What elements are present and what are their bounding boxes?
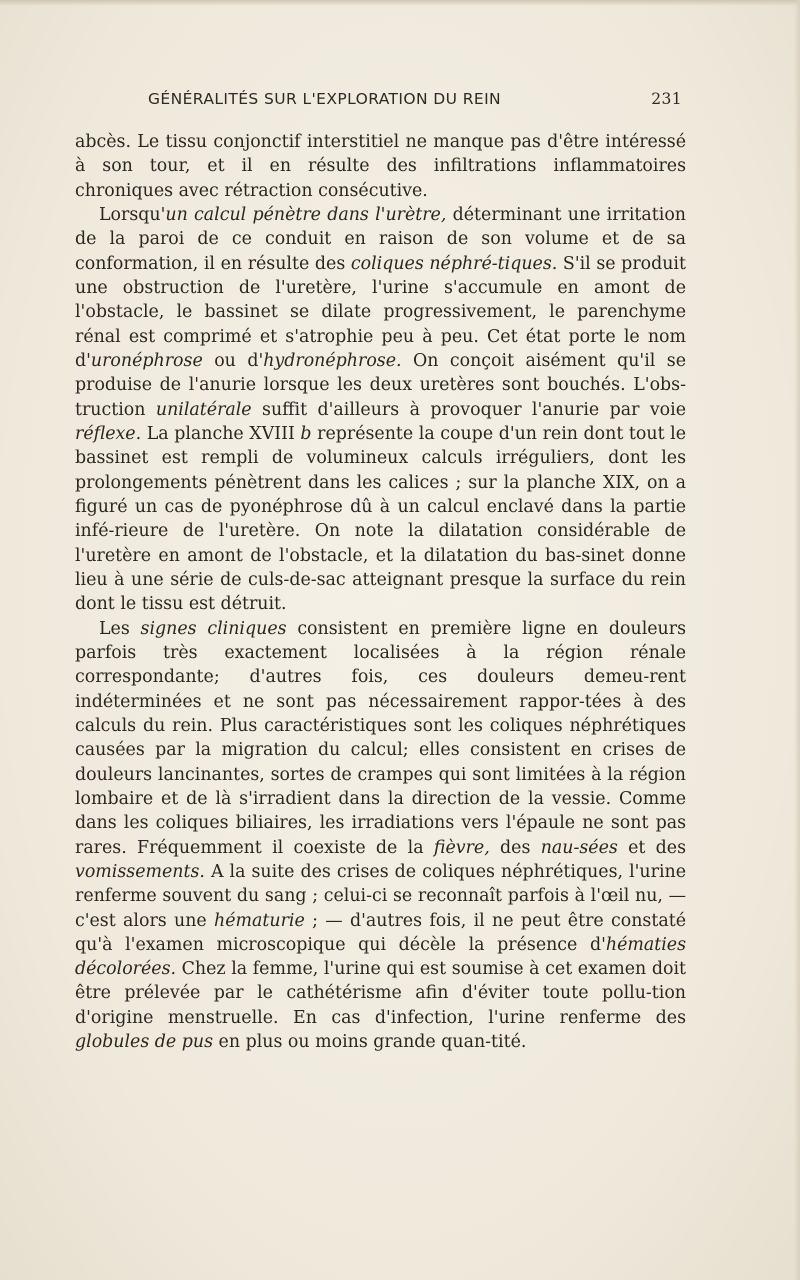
page-number: 231: [651, 90, 682, 108]
paragraph-1: abcès. Le tissu conjonctif interstitiel ne manque pas d'être intéressé à son tour, et il en résulte des infiltrations inflammatoires chroniques avec rétraction consécutive.: [75, 132, 686, 201]
paragraph-3: Les signes cliniques consistent en première ligne en douleurs parfois très exactement localisées à la région rénale correspondante; d'autres fois, ces douleurs demeu-rent indéterminées et ne sont pas nécessairement rappor-tées à des calculs du rein. Plus caractéristiques sont les coliques néphrétiques causées par la migration du calcul; elles consistent en crises de douleurs lancinantes, sortes de crampes qui sont limitées à la région lombaire et de là s'irradient dans la direction de la vessie. Comme dans les coliques biliaires, les irradiations vers l'épaule ne sont pas rares. Fréquemment il coexiste de la fièvre, des nau-sées et des vomissements. A la suite des crises de coliques néphrétiques, l'urine renferme souvent du sang ; celui-ci se reconnaît parfois à l'œil nu, — c'est alors une hématurie ; — d'autres fois, il ne peut être constaté qu'à l'examen microscopique qui décèle la présence d'hématies décolorées. Chez la femme, l'urine qui est soumise à cet examen doit être prélevée par le cathétérisme afin d'éviter toute pollu-tion d'origine menstruelle. En cas d'infection, l'urine renferme des globules de pus en plus ou moins grande quan-tité.: [75, 618, 687, 1053]
body-text: [75, 130, 686, 1054]
page-top-shadow: [0, 0, 800, 6]
running-title: GÉNÉRALITÉS SUR L'EXPLORATION DU REIN: [148, 90, 502, 108]
paragraph-2: Lorsqu'un calcul pénètre dans l'urètre, déterminant une irritation de la paroi de ce conduit en raison de son volume et de sa conformation, il en résulte des coliques néphré-tiques. S'il se produit une obstruction de l'uretère, l'urine s'accumule en amont de l'obstacle, le bassinet se dilate progressivement, le parenchyme rénal est comprimé et s'atrophie peu à peu. Cet état porte le nom d'uronéphrose ou d'hydronéphrose. On conçoit aisément qu'il se produise de l'anurie lorsque les deux uretères sont bouchés. L'obs-truction unilatérale suffit d'ailleurs à provoquer l'anurie par voie réflexe. La planche XVIII b représente la coupe d'un rein dont tout le bassinet est rempli de volumineux calculs irréguliers, dont les prolongements pénètrent dans les calices ; sur la planche XIX, on a figuré un cas de pyonéphrose dû à un calcul enclavé dans la partie infé-rieure de l'uretère. On note la dilatation considérable de l'uretère en amont de l'obstacle, et la dilatation du bas-sinet donne lieu à une série de culs-de-sac atteignant presque la surface du rein dont le tissu est détruit.: [75, 204, 687, 615]
running-header: [148, 90, 688, 114]
page-right-shadow: [794, 0, 800, 1280]
